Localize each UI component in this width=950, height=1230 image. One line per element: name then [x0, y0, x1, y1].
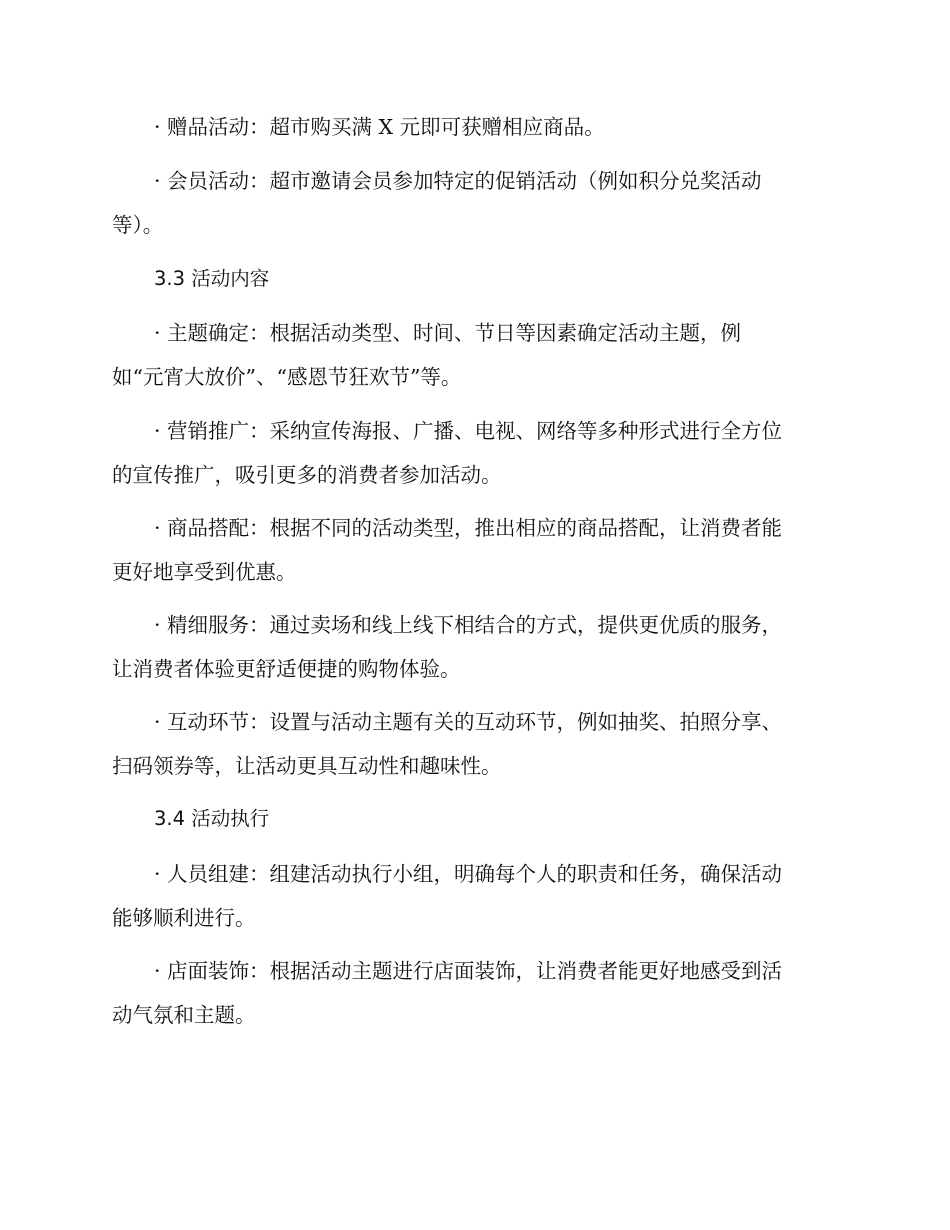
section-heading-3-4 — [112, 797, 824, 841]
paragraph-line: · 商品搭配：根据不同的活动类型，推出相应的商品搭配，让消费者能 — [154, 516, 783, 540]
paragraph-line: 能够顺利进行。 — [112, 906, 256, 930]
paragraph-line: 动气氛和主题。 — [112, 1003, 256, 1027]
section-heading-3-3 — [112, 257, 824, 301]
paragraph-line: · 营销推广：采纳宣传海报、广播、电视、网络等多种形式进行全方位 — [154, 419, 783, 443]
paragraph-store-decoration — [112, 949, 824, 1037]
paragraph-line: · 店面装饰：根据活动主题进行店面装饰，让消费者能更好地感受到活 — [154, 959, 783, 983]
heading-text: 3.4 活动执行 — [154, 807, 270, 830]
paragraph-marketing — [112, 409, 824, 497]
paragraph-line: 更好地享受到优惠。 — [112, 560, 297, 584]
paragraph-line: · 互动环节：设置与活动主题有关的互动环节，例如抽奖、拍照分享、 — [154, 710, 783, 734]
paragraph-product-mix — [112, 506, 824, 594]
paragraph-service — [112, 603, 824, 691]
paragraph-line: 如“元宵大放价”、“感恩节狂欢节”等。 — [112, 365, 462, 389]
paragraph-line: 扫码领券等，让活动更具互动性和趣味性。 — [112, 754, 502, 778]
paragraph-gift-activity — [112, 105, 824, 149]
paragraph-interaction — [112, 700, 824, 788]
paragraph-member-activity — [112, 159, 824, 247]
paragraph-line: · 赠品活动：超市购买满 X 元即可获赠相应商品。 — [154, 115, 605, 139]
paragraph-line: · 主题确定：根据活动类型、时间、节日等因素确定活动主题，例 — [154, 321, 742, 345]
paragraph-line: · 精细服务：通过卖场和线上线下相结合的方式，提供更优质的服务， — [154, 613, 783, 637]
paragraph-theme — [112, 311, 824, 399]
paragraph-line: 的宣传推广，吸引更多的消费者参加活动。 — [112, 463, 502, 487]
paragraph-staffing — [112, 852, 824, 940]
paragraph-line: · 人员组建：组建活动执行小组，明确每个人的职责和任务，确保活动 — [154, 862, 783, 886]
paragraph-line: 等）。 — [112, 213, 164, 237]
paragraph-line: · 会员活动：超市邀请会员参加特定的促销活动（例如积分兑奖活动 — [154, 169, 762, 193]
paragraph-line: 让消费者体验更舒适便捷的购物体验。 — [112, 657, 461, 681]
heading-text: 3.3 活动内容 — [154, 267, 270, 290]
